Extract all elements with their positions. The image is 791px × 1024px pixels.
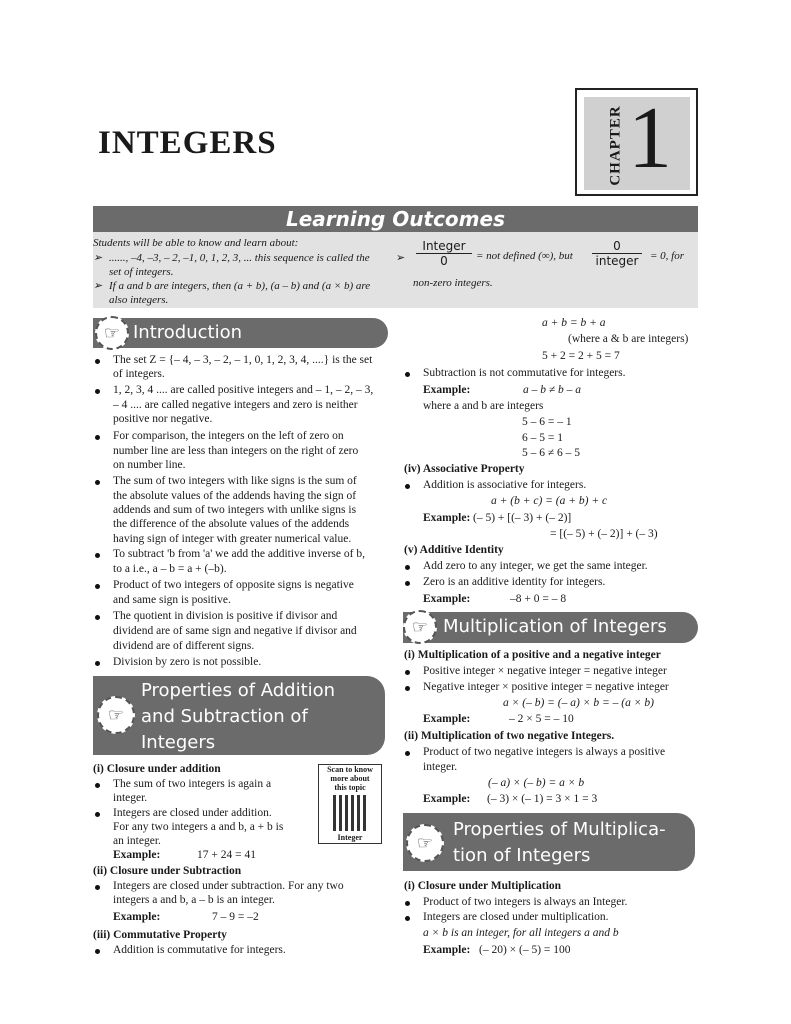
bullet-icon	[405, 372, 410, 377]
introduction-line: number line are less than integers on the right of zero	[113, 445, 359, 457]
introduction-line: dividend are of different signs.	[113, 640, 255, 652]
closure-addition-line: For any two integers a and b, a + b is	[113, 821, 284, 833]
page-title: INTEGERS	[98, 125, 277, 161]
bullet-icon	[405, 901, 410, 906]
closure-mult-head: (i) Closure under Multiplication	[404, 880, 562, 892]
lo-right-mid: = not defined (∞), but	[476, 250, 573, 262]
chapter-label: CHAPTER	[607, 105, 624, 186]
closure-addition-line: integer.	[113, 792, 148, 804]
introduction-line: The set Z = {– 4, – 3, – 2, – 1, 0, 1, 2, 3, 4, ....} is the set	[113, 354, 373, 366]
bullet-icon	[405, 916, 410, 921]
subtraction-note: Subtraction is not commutative for integers.	[423, 367, 626, 379]
mult-ii-example: (– 3) × (– 1) = 3 × 1 = 3	[487, 793, 598, 805]
subtraction-where: where a and b are integers	[423, 400, 544, 412]
commutative-head: (iii) Commutative Property	[93, 929, 227, 941]
closure-mult-example: (– 20) × (– 5) = 100	[479, 944, 571, 956]
bullet-icon	[95, 615, 100, 620]
introduction-line: the difference of the absolute values of the addends	[113, 518, 350, 530]
pointing-hand-icon: ☞	[403, 610, 437, 644]
associative-line: Addition is associative for integers.	[423, 479, 587, 491]
closure-mult-line-3: a × b is an integer, for all integers a and b	[423, 927, 619, 939]
mult-ii-eq: (– a) × (– b) = a × b	[488, 777, 585, 789]
closure-addition-line: Integers are closed under addition.	[113, 807, 272, 819]
lo-item-2: ➢ If a and b are integers, then (a + b), (a – b) and (a × b) are	[93, 280, 371, 292]
mult-i-head: (i) Multiplication of a positive and a negative integer	[404, 649, 661, 661]
introduction-title: Introduction	[133, 322, 243, 343]
props-add-sub-title-1: Properties of Addition	[141, 680, 336, 701]
associative-ex-2: = [(– 5) + (– 2)] + (– 3)	[550, 528, 658, 540]
mult-ii-line-1: Product of two negative integers is always a positive	[423, 746, 666, 758]
fraction-denominator: integer	[595, 254, 639, 268]
qr-line-1: Scan to know	[327, 765, 373, 774]
learning-outcomes-bar	[93, 206, 698, 232]
subtraction-ex-4: 5 – 6 ≠ 6 – 5	[522, 447, 581, 459]
associative-head: (iv) Associative Property	[404, 463, 525, 475]
introduction-line: having sign of integer with greater numerical value.	[113, 533, 352, 545]
introduction-line: and same sign is positive.	[113, 594, 231, 606]
lo-intro: Students will be able to know and learn about:	[93, 237, 299, 249]
bullet-icon	[95, 553, 100, 558]
fraction-denominator: 0	[440, 254, 448, 268]
bullet-icon	[95, 480, 100, 485]
arrow-icon: ➢	[396, 252, 406, 264]
props-add-sub-title-2: and Subtraction of	[141, 706, 308, 727]
arrow-icon: ➢	[93, 280, 103, 292]
closure-addition-head: (i) Closure under addition	[93, 763, 221, 775]
closure-subtraction-example: 7 – 9 = –2	[212, 911, 259, 923]
introduction-header	[93, 318, 388, 348]
introduction-line: For comparison, the integers on the left of zero on	[113, 430, 344, 442]
additive-identity-example: –8 + 0 = – 8	[510, 593, 567, 605]
fraction-zero-over-integer	[592, 239, 642, 268]
commutative-line: Addition is commutative for integers.	[113, 944, 286, 956]
introduction-line: The sum of two integers with like signs is the sum of	[113, 475, 357, 487]
introduction-line: dividend are of same sign and negative if divisor and	[113, 625, 357, 637]
introduction-line: of integers.	[113, 368, 165, 380]
closure-mult-line-2: Integers are closed under multiplication.	[423, 911, 609, 923]
example-label: Example:	[423, 793, 471, 805]
bullet-icon	[95, 783, 100, 788]
pointing-hand-icon: ☞	[406, 824, 444, 862]
qr-code-box[interactable]	[318, 764, 382, 844]
bullet-icon	[405, 565, 410, 570]
associative-eq: a + (b + c) = (a + b) + c	[491, 495, 608, 507]
props-add-sub-title-3: Integers	[141, 732, 216, 753]
mult-i-line-2: Negative integer × positive integer = negative integer	[423, 681, 669, 693]
example-label: Example:	[423, 512, 471, 524]
bullet-icon	[95, 389, 100, 394]
introduction-line: to a i.e., a – b = a + (–b).	[113, 563, 227, 575]
lo-right-2: non-zero integers.	[413, 277, 493, 289]
props-mult-title-2: tion of Integers	[453, 845, 591, 866]
additive-identity-head: (v) Additive Identity	[404, 544, 504, 556]
bullet-icon	[95, 812, 100, 817]
bullet-icon	[405, 686, 410, 691]
associative-ex-1: (– 5) + [(– 3) + (– 2)]	[473, 512, 572, 524]
qr-line-3: this topic	[334, 783, 366, 792]
pointing-hand-icon: ☞	[95, 316, 129, 350]
subtraction-ex-1: a – b ≠ b – a	[523, 384, 582, 396]
lo-item-2-cont: also integers.	[109, 294, 169, 306]
introduction-line: Product of two integers of opposite signs is negative	[113, 579, 354, 591]
eq-commutative-example: 5 + 2 = 2 + 5 = 7	[542, 350, 620, 362]
closure-addition-example: 17 + 24 = 41	[197, 849, 256, 861]
bullet-icon	[95, 949, 100, 954]
mult-i-line-1: Positive integer × negative integer = negative integer	[423, 665, 667, 677]
arrow-icon: ➢	[93, 252, 103, 264]
fraction-integer-over-zero	[416, 239, 472, 268]
pointing-hand-icon: ☞	[97, 696, 135, 734]
subtraction-ex-3: 6 – 5 = 1	[522, 432, 563, 444]
learning-outcomes-title: Learning Outcomes	[286, 207, 505, 231]
introduction-line: the absolute values of the addends having the sign of	[113, 490, 357, 502]
example-label: Example:	[423, 944, 471, 956]
bullet-icon	[95, 435, 100, 440]
introduction-line: positive nor negative.	[113, 413, 213, 425]
multiplication-title: Multiplication of Integers	[443, 616, 667, 637]
mult-i-eq: a × (– b) = (– a) × b = – (a × b)	[503, 697, 654, 709]
bullet-icon	[405, 484, 410, 489]
closure-addition-line: an integer.	[113, 835, 161, 847]
example-label: Example:	[113, 849, 161, 861]
subtraction-ex-2: 5 – 6 = – 1	[522, 416, 572, 428]
introduction-line: – 4 .... are called negative integers and zero is neither	[113, 399, 358, 411]
bullet-icon	[95, 661, 100, 666]
chapter-number: 1	[628, 90, 672, 187]
props-mult-header	[403, 813, 695, 871]
bullet-icon	[95, 359, 100, 364]
props-mult-title-1: Properties of Multiplica-	[453, 819, 666, 840]
lo-right-end: = 0, for	[650, 250, 685, 262]
introduction-line: 1, 2, 3, 4 .... are called positive integers and – 1, – 2, – 3,	[113, 384, 374, 396]
example-label: Example:	[423, 593, 471, 605]
introduction-line: Division by zero is not possible.	[113, 656, 262, 668]
introduction-line: The quotient in division is positive if divisor and	[113, 610, 338, 622]
example-label: Example:	[423, 384, 471, 396]
closure-subtraction-line: Integers are closed under subtraction. For any two	[113, 880, 344, 892]
example-label: Example:	[113, 911, 161, 923]
lo-item-1-cont: set of integers.	[109, 266, 174, 278]
chapter-badge	[575, 88, 698, 196]
chapter-badge-bg	[584, 90, 690, 190]
bullet-icon	[95, 885, 100, 890]
bullet-icon	[405, 670, 410, 675]
qr-line-2: more about	[330, 774, 370, 783]
fraction-numerator: Integer	[416, 239, 472, 254]
introduction-line: addends and sum of two integers with unlike signs is	[113, 504, 357, 516]
bullet-icon	[405, 751, 410, 756]
bullet-icon	[405, 581, 410, 586]
mult-ii-line-2: integer.	[423, 761, 458, 773]
eq-commutative: a + b = b + a	[542, 317, 606, 329]
multiplication-header	[403, 612, 698, 643]
introduction-line: To subtract 'b from 'a' we add the additive inverse of b,	[113, 548, 365, 560]
additive-identity-line-1: Add zero to any integer, we get the same integer.	[423, 560, 648, 572]
mult-ii-head: (ii) Multiplication of two negative Integers.	[404, 730, 615, 742]
lo-item-1: ➢ ......, –4, –3, – 2, –1, 0, 1, 2, 3, ... this sequence is called the	[93, 252, 370, 264]
qr-code-icon	[333, 795, 369, 831]
example-label: Example:	[423, 713, 471, 725]
closure-addition-line: The sum of two integers is again a	[113, 778, 272, 790]
additive-identity-line-2: Zero is an additive identity for integers.	[423, 576, 606, 588]
props-add-sub-header	[93, 676, 385, 755]
eq-commutative-note: (where a & b are integers)	[568, 333, 689, 345]
bullet-icon	[95, 584, 100, 589]
mult-i-example: – 2 × 5 = – 10	[509, 713, 574, 725]
fraction-numerator: 0	[592, 239, 642, 254]
closure-subtraction-head: (ii) Closure under Subtraction	[93, 865, 242, 877]
introduction-line: on number line.	[113, 459, 186, 471]
closure-subtraction-line: integers a and b, a – b is an integer.	[113, 894, 275, 906]
qr-caption: Integer	[337, 833, 363, 842]
closure-mult-line-1: Product of two integers is always an Integer.	[423, 896, 628, 908]
